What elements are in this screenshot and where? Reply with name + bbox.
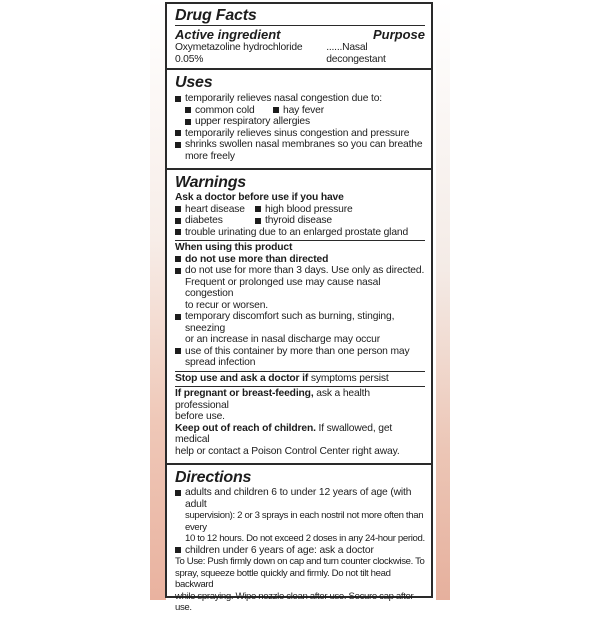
active-ingredient-heading: Active ingredient — [175, 27, 281, 42]
bullet-icon — [185, 119, 191, 125]
warning-item: do not use more than directed — [175, 254, 425, 266]
warning-item-cont: Frequent or prolonged use may cause nasal congestion — [185, 276, 381, 299]
bullet-icon — [175, 229, 181, 235]
divider — [175, 240, 425, 241]
box-edge-right — [436, 0, 450, 600]
bullet-icon — [255, 206, 261, 212]
ingredient-name: Oxymetazoline hydrochloride 0.05% — [175, 42, 303, 65]
bullet-icon — [175, 256, 181, 262]
stop-use-line: Stop use and ask a doctor if symptoms persist — [175, 372, 389, 384]
ask-doctor-heading: Ask a doctor before use if you have — [175, 192, 344, 203]
uses-section — [167, 70, 431, 170]
uses-heading: Uses — [175, 74, 213, 91]
drug-facts-panel — [165, 2, 433, 613]
to-use-line: while spraying. Wipe nozzle clean after use. Secure cap after use. — [175, 590, 414, 613]
background — [0, 0, 150, 600]
direction-item-cont: supervision): 2 or 3 sprays in each nostril not more often than every — [185, 510, 424, 533]
ingredient-purpose: ......Nasal decongestant — [326, 42, 386, 65]
bullet-icon — [255, 218, 261, 224]
direction-item-cont: 10 to 12 hours. Do not exceed 2 doses in any 24-hour period. — [185, 533, 425, 544]
uses-sub-item: hay fever — [273, 105, 324, 117]
uses-sub-item: common cold — [185, 105, 273, 117]
divider — [175, 386, 425, 387]
uses-item-cont: more freely — [185, 150, 235, 162]
bullet-icon — [175, 547, 181, 553]
pregnancy-line-cont: before use. — [175, 411, 225, 422]
active-ingredient-row — [175, 25, 425, 42]
warning-item-cont: or an increase in nasal discharge may occur — [185, 334, 381, 345]
bullet-icon — [175, 314, 181, 320]
condition-item: trouble urinating due to an enlarged prostate gland — [175, 227, 425, 239]
uses-sub-item: upper respiratory allergies — [175, 116, 425, 128]
bullet-icon — [175, 490, 181, 496]
warning-item-cont: spread infection — [185, 357, 256, 368]
bullet-icon — [175, 206, 181, 212]
bullet-icon — [175, 218, 181, 224]
direction-item: adults and children 6 to under 12 years of age (with adult — [175, 487, 425, 510]
ingredient-line — [175, 42, 425, 66]
bullet-icon — [273, 107, 279, 113]
uses-sub-row — [175, 105, 425, 117]
keep-out-line: Keep out of reach of children. If swallowed, get medical — [175, 422, 393, 445]
warning-item: do not use for more than 3 days. Use only as directed. — [175, 265, 425, 277]
to-use-line: spray, squeeze bottle quickly and firmly. Do not tilt head backward — [175, 567, 391, 590]
when-using-heading: When using this product — [175, 242, 293, 253]
condition-item: thyroid disease — [255, 215, 332, 227]
condition-item: high blood pressure — [255, 204, 353, 216]
to-use-line: To Use: Push firmly down on cap and turn counter clockwise. To — [175, 556, 425, 567]
pregnancy-line: If pregnant or breast-feeding, ask a health professional — [175, 388, 370, 411]
warnings-heading: Warnings — [175, 174, 247, 191]
bullet-icon — [185, 107, 191, 113]
purpose-heading: Purpose — [372, 27, 425, 42]
warning-item: use of this container by more than one person may — [175, 346, 425, 358]
conditions-row — [175, 204, 425, 216]
uses-item: temporarily relieves nasal congestion due to: — [175, 93, 425, 105]
condition-item: diabetes — [175, 215, 255, 227]
condition-item: heart disease — [175, 204, 255, 216]
bullet-icon — [175, 130, 181, 136]
bullet-icon — [175, 96, 181, 102]
bullet-icon — [175, 268, 181, 274]
drug-facts-header — [167, 4, 431, 70]
bullet-icon — [175, 348, 181, 354]
warning-item: temporary discomfort such as burning, stinging, sneezing — [175, 311, 425, 334]
uses-item: temporarily relieves sinus congestion and pressure — [175, 128, 425, 140]
direction-item: children under 6 years of age: ask a doctor — [175, 545, 425, 557]
warnings-section — [167, 170, 431, 465]
box-edge-left — [150, 0, 166, 600]
directions-heading: Directions — [175, 469, 252, 486]
warning-item-cont: to recur or worsen. — [185, 299, 268, 311]
conditions-row — [175, 215, 425, 227]
divider — [175, 371, 425, 372]
keep-out-line-cont: help or contact a Poison Control Center right away. — [175, 445, 400, 457]
bullet-icon — [175, 142, 181, 148]
directions-section — [167, 465, 431, 617]
drug-facts-title: Drug Facts — [175, 7, 257, 24]
uses-item: shrinks swollen nasal membranes so you can breathe — [175, 139, 425, 151]
